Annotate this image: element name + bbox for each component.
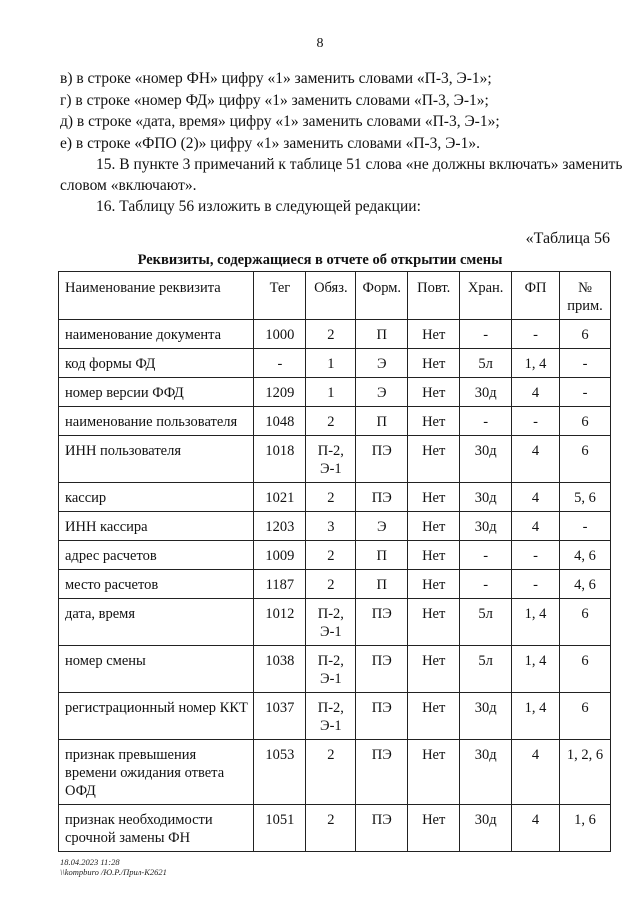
paragraph-16: 16. Таблицу 56 изложить в следующей редакции: <box>96 198 421 215</box>
cell-fp: 4 <box>512 436 560 483</box>
cell-name: регистрационный номер ККТ <box>59 693 254 740</box>
paragraph-g: г) в строке «номер ФД» цифру «1» заменить словами «П-3, Э-1»; <box>60 92 489 109</box>
cell-note: 5, 6 <box>559 483 610 512</box>
cell-storage: - <box>460 541 512 570</box>
cell-tag: 1051 <box>254 805 306 852</box>
cell-name: ИНН пользователя <box>59 436 254 483</box>
cell-tag: 1000 <box>254 320 306 349</box>
table-row <box>59 570 611 599</box>
cell-name: место расчетов <box>59 570 254 599</box>
paragraph-d: д) в строке «дата, время» цифру «1» заменить словами «П-3, Э-1»; <box>60 113 500 130</box>
cell-repeat: Нет <box>408 483 460 512</box>
cell-form: Э <box>356 349 408 378</box>
cell-repeat: Нет <box>408 646 460 693</box>
cell-required: 2 <box>306 483 356 512</box>
table-row <box>59 483 611 512</box>
cell-fp: 4 <box>512 740 560 805</box>
table-title: Реквизиты, содержащиеся в отчете об открытии смены <box>137 252 503 268</box>
cell-tag: - <box>254 349 306 378</box>
cell-name: признак превышения времени ожидания ответа ОФД <box>59 740 254 805</box>
cell-repeat: Нет <box>408 320 460 349</box>
cell-required: 3 <box>306 512 356 541</box>
cell-required: 2 <box>306 407 356 436</box>
table-row <box>59 646 611 693</box>
cell-tag: 1187 <box>254 570 306 599</box>
header-note: № прим. <box>559 272 610 320</box>
cell-storage: 30д <box>460 436 512 483</box>
footer <box>60 857 167 877</box>
cell-storage: 30д <box>460 740 512 805</box>
cell-storage: 30д <box>460 693 512 740</box>
cell-required: 1 <box>306 378 356 407</box>
cell-repeat: Нет <box>408 407 460 436</box>
cell-storage: 30д <box>460 378 512 407</box>
cell-tag: 1048 <box>254 407 306 436</box>
table-row <box>59 378 611 407</box>
cell-name: адрес расчетов <box>59 541 254 570</box>
cell-repeat: Нет <box>408 436 460 483</box>
cell-required: 1 <box>306 349 356 378</box>
cell-storage: - <box>460 407 512 436</box>
cell-name: дата, время <box>59 599 254 646</box>
cell-required: 2 <box>306 541 356 570</box>
cell-repeat: Нет <box>408 512 460 541</box>
table-label: «Таблица 56 <box>525 230 610 247</box>
cell-tag: 1018 <box>254 436 306 483</box>
cell-repeat: Нет <box>408 349 460 378</box>
cell-note: 1, 6 <box>559 805 610 852</box>
cell-repeat: Нет <box>408 599 460 646</box>
cell-repeat: Нет <box>408 570 460 599</box>
cell-note: - <box>559 349 610 378</box>
cell-storage: 30д <box>460 483 512 512</box>
cell-note: 6 <box>559 646 610 693</box>
cell-note: - <box>559 512 610 541</box>
cell-form: Э <box>356 378 408 407</box>
header-storage: Хран. <box>460 272 512 320</box>
cell-form: П <box>356 541 408 570</box>
cell-tag: 1038 <box>254 646 306 693</box>
footer-date: 18.04.2023 11:28 <box>60 857 120 867</box>
cell-fp: - <box>512 541 560 570</box>
cell-fp: 1, 4 <box>512 646 560 693</box>
cell-storage: - <box>460 320 512 349</box>
header-form: Форм. <box>356 272 408 320</box>
table-row <box>59 320 611 349</box>
cell-storage: 5л <box>460 599 512 646</box>
cell-name: ИНН кассира <box>59 512 254 541</box>
paragraph-15: 15. В пункте 3 примечаний к таблице 51 слова «не должны включать» заменить <box>96 156 623 173</box>
cell-fp: - <box>512 570 560 599</box>
cell-repeat: Нет <box>408 541 460 570</box>
cell-required: П-2, Э-1 <box>306 646 356 693</box>
cell-form: Э <box>356 512 408 541</box>
cell-form: ПЭ <box>356 483 408 512</box>
cell-note: 4, 6 <box>559 570 610 599</box>
cell-required: 2 <box>306 805 356 852</box>
cell-required: 2 <box>306 740 356 805</box>
cell-form: ПЭ <box>356 646 408 693</box>
cell-fp: 4 <box>512 805 560 852</box>
cell-fp: 4 <box>512 483 560 512</box>
header-fp: ФП <box>512 272 560 320</box>
header-tag: Тег <box>254 272 306 320</box>
cell-fp: - <box>512 320 560 349</box>
cell-name: кассир <box>59 483 254 512</box>
cell-tag: 1021 <box>254 483 306 512</box>
page-number: 8 <box>316 36 324 51</box>
header-required: Обяз. <box>306 272 356 320</box>
cell-name: код формы ФД <box>59 349 254 378</box>
cell-storage: 30д <box>460 512 512 541</box>
header-name: Наименование реквизита <box>59 272 254 320</box>
table-row <box>59 407 611 436</box>
paragraph-v: в) в строке «номер ФН» цифру «1» заменить словами «П-3, Э-1»; <box>60 70 492 87</box>
cell-note: 1, 2, 6 <box>559 740 610 805</box>
cell-note: 6 <box>559 436 610 483</box>
cell-form: П <box>356 320 408 349</box>
cell-name: признак необходимости срочной замены ФН <box>59 805 254 852</box>
table-row <box>59 740 611 805</box>
cell-form: П <box>356 570 408 599</box>
cell-fp: - <box>512 407 560 436</box>
cell-storage: 30д <box>460 805 512 852</box>
cell-required: П-2, Э-1 <box>306 599 356 646</box>
cell-required: П-2, Э-1 <box>306 436 356 483</box>
cell-required: П-2, Э-1 <box>306 693 356 740</box>
cell-form: ПЭ <box>356 436 408 483</box>
cell-fp: 4 <box>512 378 560 407</box>
cell-note: 6 <box>559 599 610 646</box>
cell-name: наименование пользователя <box>59 407 254 436</box>
cell-note: 6 <box>559 693 610 740</box>
cell-fp: 1, 4 <box>512 693 560 740</box>
cell-form: ПЭ <box>356 805 408 852</box>
cell-tag: 1053 <box>254 740 306 805</box>
cell-repeat: Нет <box>408 378 460 407</box>
cell-form: ПЭ <box>356 599 408 646</box>
cell-form: П <box>356 407 408 436</box>
cell-fp: 1, 4 <box>512 599 560 646</box>
table-row <box>59 436 611 483</box>
cell-repeat: Нет <box>408 805 460 852</box>
header-repeat: Повт. <box>408 272 460 320</box>
table-header-row <box>59 272 611 320</box>
cell-repeat: Нет <box>408 740 460 805</box>
cell-tag: 1203 <box>254 512 306 541</box>
table-row <box>59 349 611 378</box>
cell-form: ПЭ <box>356 693 408 740</box>
table-row <box>59 512 611 541</box>
paragraph-e: е) в строке «ФПО (2)» цифру «1» заменить словами «П-3, Э-1». <box>60 135 480 152</box>
cell-note: 6 <box>559 320 610 349</box>
cell-name: наименование документа <box>59 320 254 349</box>
paragraph-15-cont: словом «включают». <box>60 177 197 194</box>
cell-tag: 1009 <box>254 541 306 570</box>
cell-tag: 1209 <box>254 378 306 407</box>
cell-storage: - <box>460 570 512 599</box>
table-row <box>59 805 611 852</box>
cell-name: номер смены <box>59 646 254 693</box>
cell-fp: 1, 4 <box>512 349 560 378</box>
cell-tag: 1012 <box>254 599 306 646</box>
cell-name: номер версии ФФД <box>59 378 254 407</box>
cell-note: - <box>559 378 610 407</box>
cell-form: ПЭ <box>356 740 408 805</box>
table-row <box>59 541 611 570</box>
cell-note: 6 <box>559 407 610 436</box>
cell-repeat: Нет <box>408 693 460 740</box>
cell-tag: 1037 <box>254 693 306 740</box>
requisites-table <box>58 271 611 852</box>
table-row <box>59 693 611 740</box>
cell-fp: 4 <box>512 512 560 541</box>
cell-storage: 5л <box>460 646 512 693</box>
cell-note: 4, 6 <box>559 541 610 570</box>
cell-storage: 5л <box>460 349 512 378</box>
cell-required: 2 <box>306 570 356 599</box>
footer-path: \\kompburo /Ю.Р./Прил-К2621 <box>60 867 167 877</box>
cell-required: 2 <box>306 320 356 349</box>
table-row <box>59 599 611 646</box>
